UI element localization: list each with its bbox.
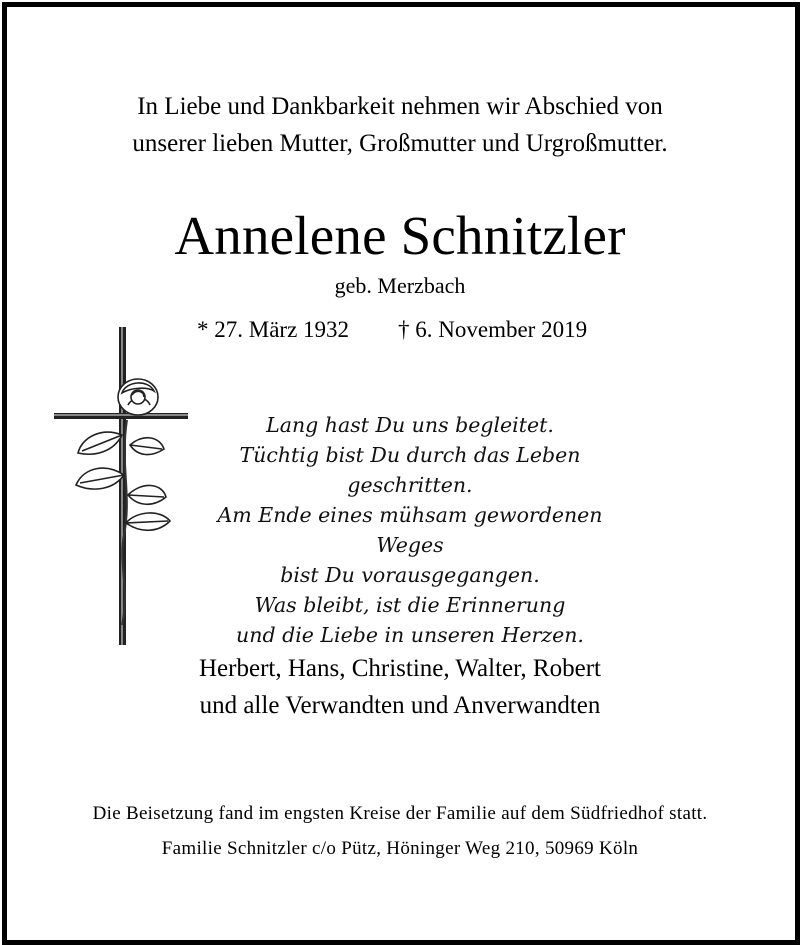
poem-line: und die Liebe in unseren Herzen.	[236, 623, 584, 647]
birth-name: geb. Merzbach	[334, 273, 466, 298]
birth-date: * 27. März 1932	[197, 317, 350, 342]
poem-line: Tüchtig bist Du durch das Leben geschritten.	[239, 443, 581, 497]
intro-text	[0, 88, 800, 162]
poem-line: Lang hast Du uns begleitet.	[266, 413, 554, 437]
mourners-line-1: Herbert, Hans, Christine, Walter, Robert	[199, 655, 601, 682]
intro-line-2: unserer lieben Mutter, Großmutter und Urgroßmutter.	[132, 130, 668, 157]
cross-with-rose-icon	[52, 325, 197, 650]
poem	[200, 410, 620, 650]
poem-line: Was bleibt, ist die Erinnerung	[254, 593, 566, 617]
mourners-line-2: und alle Verwandten und Anverwandten	[199, 692, 601, 719]
burial-note: Die Beisetzung fand im engsten Kreise der Familie auf dem Südfriedhof statt.	[92, 803, 708, 824]
deceased-name: Annelene Schnitzler	[174, 205, 626, 266]
family-address: Familie Schnitzler c/o Pütz, Höninger Weg 210, 50969 Köln	[161, 838, 639, 859]
intro-line-1: In Liebe und Dankbarkeit nehmen wir Abschied von	[137, 93, 663, 120]
mourners	[0, 650, 800, 724]
poem-line: bist Du vorausgegangen.	[280, 563, 540, 587]
death-date: † 6. November 2019	[398, 317, 588, 342]
poem-line: Am Ende eines mühsam gewordenen Weges	[217, 503, 603, 557]
